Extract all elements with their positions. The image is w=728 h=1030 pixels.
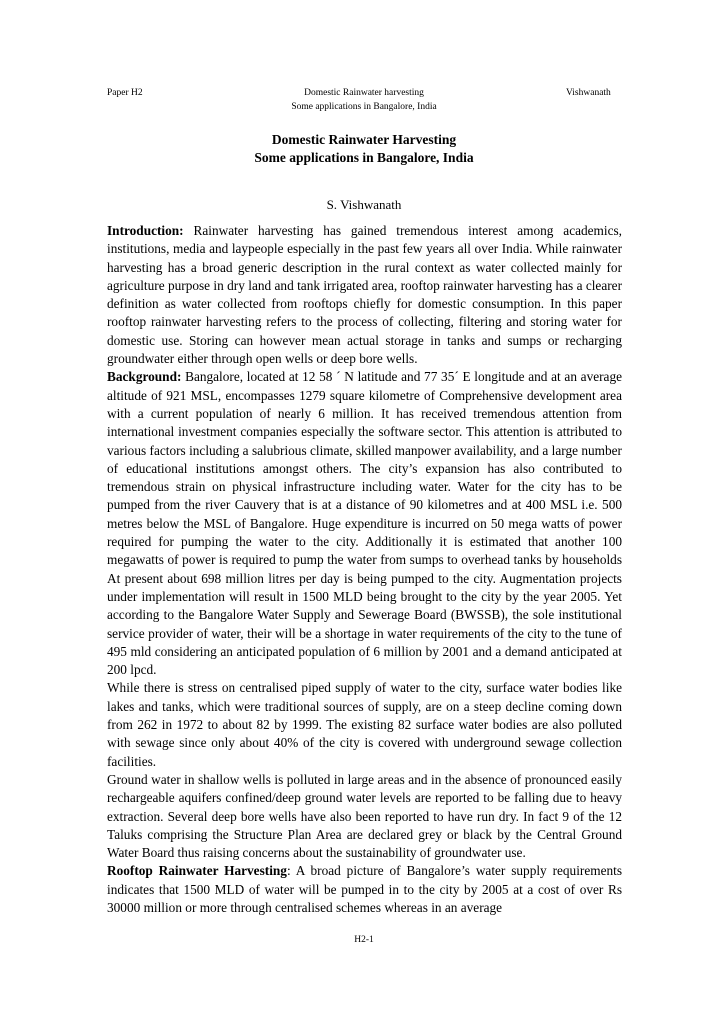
paragraph-introduction xyxy=(107,222,622,368)
running-header-left: Paper H2 xyxy=(107,88,143,98)
running-header-line2: Some applications in Bangalore, India xyxy=(291,102,437,112)
paragraph-background xyxy=(107,368,622,679)
body-text xyxy=(107,222,622,917)
author-name: S. Vishwanath xyxy=(326,197,402,212)
running-header-center xyxy=(0,86,728,114)
paragraph-ground-water xyxy=(107,771,622,862)
paragraph-text: Bangalore, located at 12 58 ´ N latitude and 77 35´ E longitude and at an average altitude of 921 MSL, encompasses 1279 square kilometre of Comprehensive development area with a current population of nearly 6 million. It has received tremendous attention from international investment companies especially the software sector. This attention is attributed to various factors including a salubrious climate, skilled manpower availability, and a large number of educational institutions amongst others. The city’s expansion has also contributed to tremendous strain on physical infrastructure including water. Water for the city has to be pumped from the river Cauvery that is at a distance of 90 kilometres and at 400 MSL i.e. 500 metres below the MSL of Bangalore. Huge expenditure is incurred on 50 mega watts of power required for pumping the water to the city. Additionally it is estimated that another 100 megawatts of power is required to pump the water from sumps to overhead tanks by households At present about 698 million litres per day is being pumped to the city. Augmentation projects under implementation will result in 1500 MLD being brought to the city by the year 2005. Yet according to the Bangalore Water Supply and Sewerage Board (BWSSB), the sole institutional service provider of water, their will be a shortage in water requirements of the city to the tune of 495 mld considering an anticipated population of 6 million by 2001 and a demand anticipated at 200 lpcd. xyxy=(107,369,622,678)
paragraph-text: While there is stress on centralised piped supply of water to the city, surface water bodies like lakes and tanks, which were traditional sources of supply, are on a steep decline coming down from 262 in 1972 to about 82 by 1999. The existing 82 surface water bodies are also polluted with sewage since only about 40% of the city is covered with underground sewage collection facilities. xyxy=(107,680,622,769)
paragraph-text: Ground water in shallow wells is polluted in large areas and in the absence of pronounced easily rechargeable aquifers confined/deep ground water levels are reported to be falling due to heavy extraction. Several deep bore wells have also been reported to have run dry. In fact 9 of the 12 Taluks comprising the Structure Plan Area are declared grey or black by the Central Ground Water Board thus raising concerns about the sustainability of groundwater use. xyxy=(107,771,622,861)
paragraph-surface-water xyxy=(107,679,622,770)
paragraph-label: Introduction: xyxy=(107,223,184,238)
title-line-1: Domestic Rainwater Harvesting xyxy=(271,132,457,147)
paragraph-text: : A broad picture of Bangalore’s water supply requirements indicates that 1500 MLD of water will be pumped in to the city by 2005 at a cost of over Rs 30000 million or more through centralised schemes whereas in an average xyxy=(107,863,622,915)
paragraph-text: Rainwater harvesting has gained tremendous interest among academics, institutions, media and laypeople especially in the past few years all over India. While rainwater harvesting has a broad generic description in the rural context as water collected mainly for agriculture purpose in dry land and tank irrigated area, rooftop rainwater harvesting has a clearer definition as water collected from rooftops chiefly for domestic consumption. In this paper rooftop rainwater harvesting refers to the process of collecting, filtering and storing water for domestic use. Storing can however mean actual storage in tanks and sumps or recharging groundwater either through open wells or deep bore wells. xyxy=(107,223,622,367)
running-header-right: Vishwanath xyxy=(566,88,611,98)
paragraph-label: Rooftop Rainwater Harvesting xyxy=(107,863,287,879)
running-header-line1: Domestic Rainwater harvesting xyxy=(304,88,424,98)
title-line-2: Some applications in Bangalore, India xyxy=(254,150,474,165)
paper-title xyxy=(0,131,728,167)
paragraph-rooftop xyxy=(107,862,622,917)
paragraph-label: Background: xyxy=(107,369,182,385)
page-number: H2-1 xyxy=(354,935,374,945)
